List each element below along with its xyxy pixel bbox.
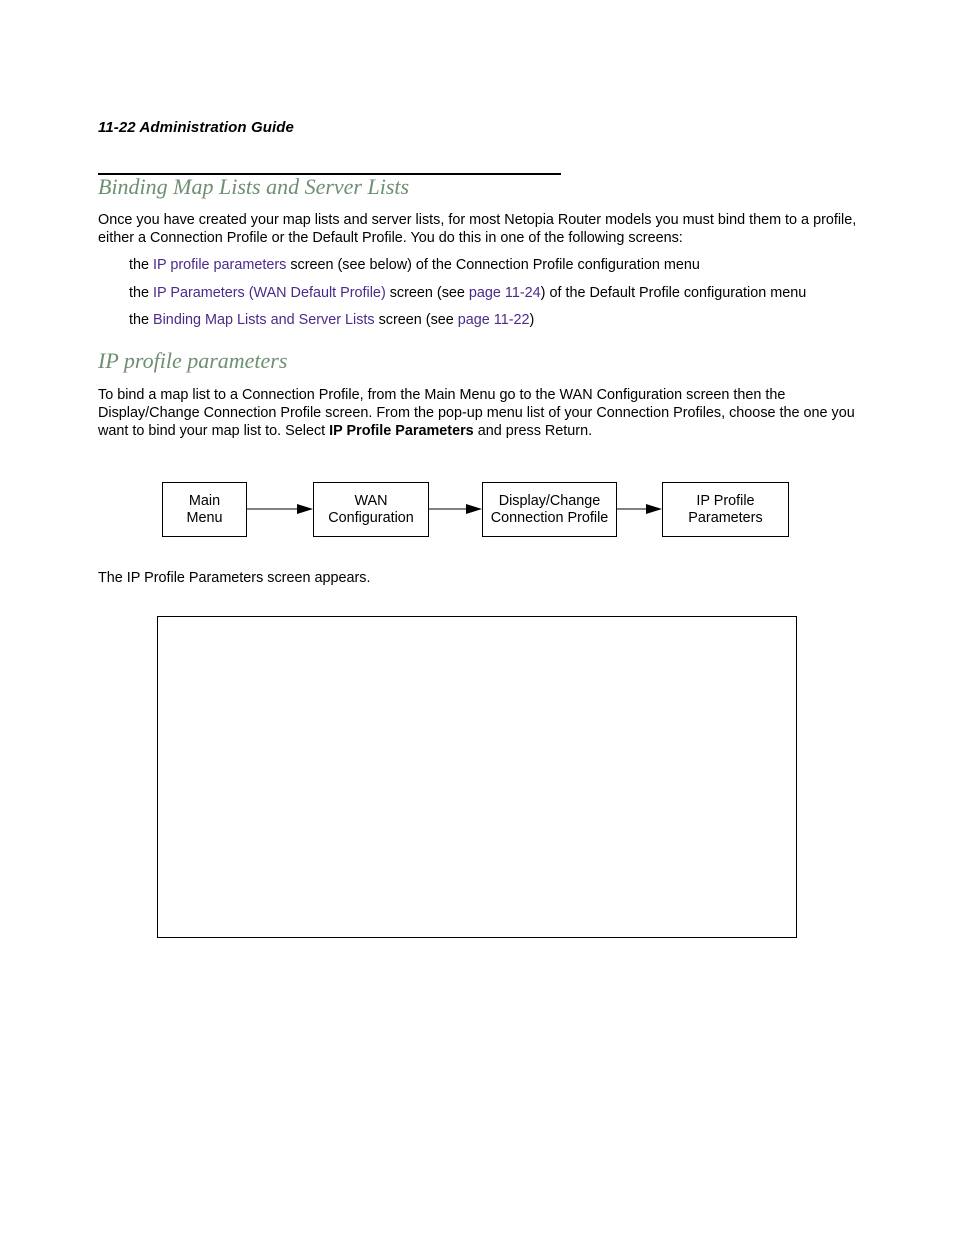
flow-arrow-1 bbox=[247, 501, 314, 517]
ip-profile-paragraph: To bind a map list to a Connection Profile, from the Main Menu go to the WAN Configuration screen then the Display/Change Connection Profile screen. From the pop-up menu list of your Connection Profiles, choose the one you want to bind your map list to. Select IP Profile Parameters and press Return. bbox=[98, 387, 855, 439]
flow-arrow-3 bbox=[617, 501, 663, 517]
list-item: the IP Parameters (WAN Default Profile) screen (see page 11-24) of the Default Profile configuration menu bbox=[129, 285, 807, 301]
link-binding-map-lists[interactable]: Binding Map Lists and Server Lists bbox=[153, 312, 375, 328]
screen-appears-text: The IP Profile Parameters screen appears. bbox=[98, 570, 371, 586]
flow-box-ip-profile-parameters: IP Profile Parameters bbox=[662, 482, 789, 537]
section-heading-ip-profile: IP profile parameters bbox=[98, 348, 288, 373]
intro-paragraph: Once you have created your map lists and server lists, for most Netopia Router models you must bind them to a profile, either a Connection Profile or the Default Profile. You do this in one of the following screens: bbox=[98, 212, 857, 246]
flow-box-main-menu: Main Menu bbox=[162, 482, 247, 537]
running-head: 11-22 Administration Guide bbox=[98, 119, 294, 136]
section-heading-binding: Binding Map Lists and Server Lists bbox=[98, 174, 410, 199]
link-page-11-22[interactable]: page 11-22 bbox=[457, 312, 530, 328]
flow-arrow-2 bbox=[429, 501, 483, 517]
link-ip-profile-parameters[interactable]: IP profile parameters bbox=[153, 257, 287, 273]
list-item: the Binding Map Lists and Server Lists screen (see page 11-22) bbox=[129, 312, 535, 328]
screen-capture-frame bbox=[157, 616, 797, 938]
flow-box-wan-configuration: WAN Configuration bbox=[313, 482, 429, 537]
link-page-11-24[interactable]: page 11-24 bbox=[468, 285, 541, 301]
list-item: the IP profile parameters screen (see below) of the Connection Profile configuration menu bbox=[129, 257, 700, 273]
link-ip-parameters-wan-default[interactable]: IP Parameters (WAN Default Profile) bbox=[153, 285, 386, 301]
flow-box-display-change: Display/Change Connection Profile bbox=[482, 482, 617, 537]
